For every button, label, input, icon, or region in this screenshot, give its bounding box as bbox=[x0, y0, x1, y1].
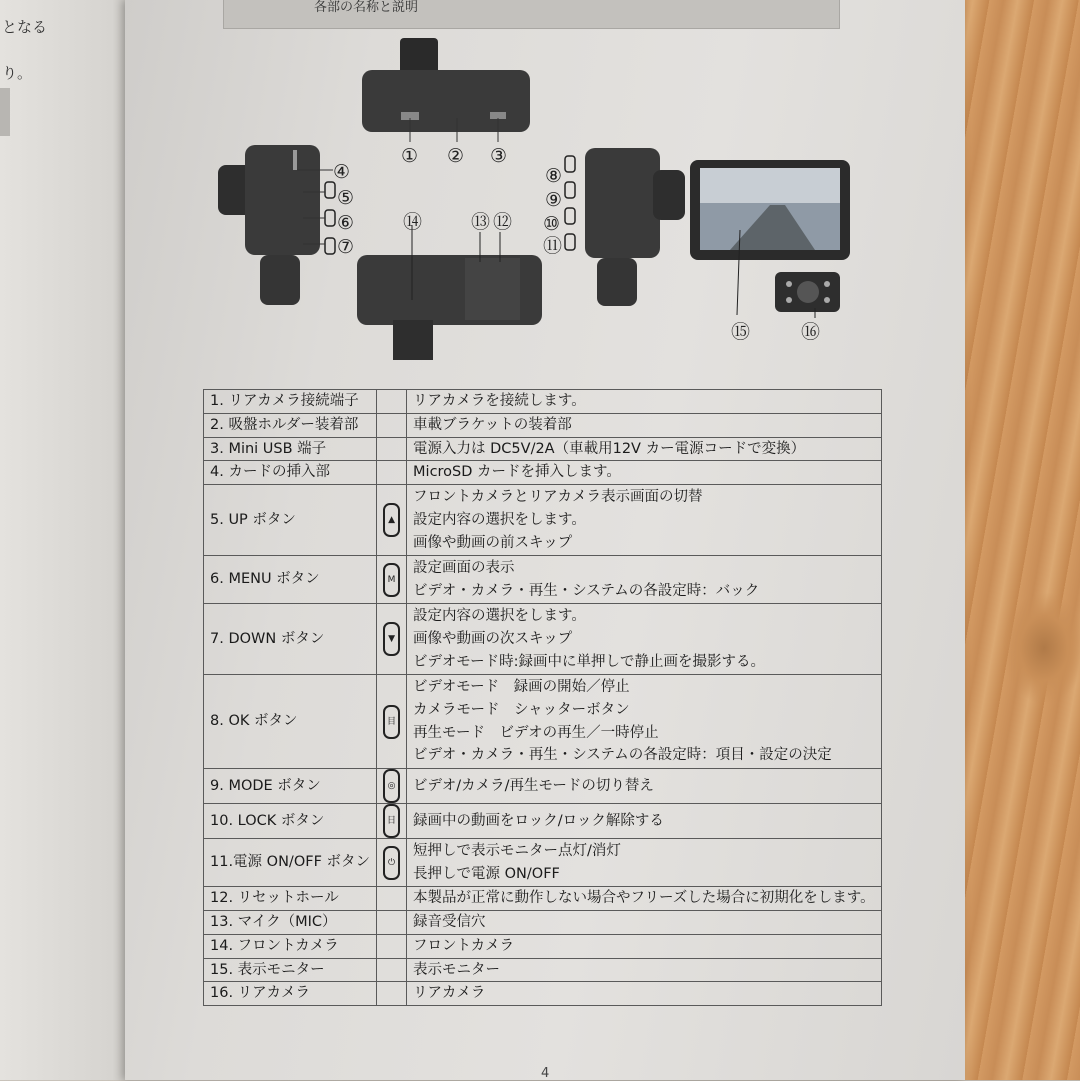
table-row bbox=[204, 461, 882, 485]
button-icon-cell bbox=[377, 958, 407, 982]
part-description bbox=[407, 556, 882, 604]
part-name: 12. リセットホール bbox=[204, 887, 377, 911]
table-row bbox=[204, 556, 882, 604]
table-row bbox=[204, 910, 882, 934]
table-row bbox=[204, 839, 882, 887]
part-name: 11.電源 ON/OFF ボタン bbox=[204, 839, 377, 887]
previous-page-fragment: となる bbox=[2, 18, 48, 36]
part-description bbox=[407, 437, 882, 461]
description-line: 表示モニター bbox=[413, 961, 501, 978]
camera-bottom-view bbox=[357, 225, 542, 360]
part-description bbox=[407, 675, 882, 769]
description-line: ビデオ・カメラ・再生・システムの各設定時：項目・設定の決定 bbox=[413, 747, 832, 764]
table-row bbox=[204, 604, 882, 675]
part-name: 16. リアカメラ bbox=[204, 982, 377, 1006]
part-description bbox=[407, 982, 882, 1006]
part-name: 6. MENU ボタン bbox=[204, 556, 377, 604]
description-line: 車載ブラケットの装着部 bbox=[413, 416, 572, 433]
description-line: 本製品が正常に動作しない場合やフリーズした場合に初期化をします。 bbox=[413, 890, 875, 907]
table-row bbox=[204, 675, 882, 769]
part-name: 13. マイク（MIC） bbox=[204, 910, 377, 934]
part-name: 14. フロントカメラ bbox=[204, 934, 377, 958]
down-button-icon: ▼ bbox=[383, 622, 400, 656]
table-row bbox=[204, 804, 882, 839]
button-icon-cell bbox=[377, 769, 407, 804]
part-description bbox=[407, 934, 882, 958]
description-line: 電源入力は DC5V/2A（車載用12V カー電源コードで変換） bbox=[413, 440, 806, 457]
callout-11: ⑪ bbox=[543, 235, 563, 257]
menu-button-icon: M bbox=[383, 563, 400, 597]
button-icon-cell bbox=[377, 437, 407, 461]
description-line: 設定画面の表示 bbox=[413, 559, 515, 576]
description-line: フロントカメラとリアカメラ表示画面の切替 bbox=[413, 488, 703, 505]
camera-illustrations bbox=[125, 0, 965, 360]
part-description bbox=[407, 604, 882, 675]
callout-10: ⑩ bbox=[543, 213, 561, 235]
button-icon-cell bbox=[377, 839, 407, 887]
camera-rear-screen-view bbox=[690, 160, 850, 318]
button-icon-cell bbox=[377, 934, 407, 958]
description-line: MicroSD カードを挿入します。 bbox=[413, 464, 621, 481]
description-line: リアカメラ bbox=[413, 985, 486, 1002]
description-line: 設定内容の選択をします。 bbox=[413, 607, 586, 624]
lock-button-icon: 日 bbox=[383, 804, 400, 838]
table-row bbox=[204, 887, 882, 911]
button-icon-cell bbox=[377, 556, 407, 604]
part-description bbox=[407, 958, 882, 982]
part-description bbox=[407, 413, 882, 437]
callout-14: ⑭ bbox=[403, 211, 423, 233]
description-line: 画像や動画の次スキップ bbox=[413, 630, 573, 647]
part-name: 7. DOWN ボタン bbox=[204, 604, 377, 675]
part-name: 10. LOCK ボタン bbox=[204, 804, 377, 839]
description-line: 短押しで表示モニター点灯/消灯 bbox=[413, 842, 621, 859]
description-line: リアカメラを接続します。 bbox=[413, 393, 586, 409]
callout-15: ⑮ bbox=[731, 321, 751, 343]
part-description bbox=[407, 839, 882, 887]
description-line: フロントカメラ bbox=[413, 937, 515, 954]
button-icon-cell bbox=[377, 390, 407, 414]
camera-right-side-view bbox=[565, 148, 685, 306]
callout-4: ④ bbox=[333, 161, 351, 183]
callout-1: ① bbox=[401, 145, 419, 167]
mode-button-icon: ◎ bbox=[383, 769, 400, 803]
part-description bbox=[407, 461, 882, 485]
callout-6: ⑥ bbox=[337, 212, 355, 234]
button-icon-cell bbox=[377, 982, 407, 1006]
button-icon-cell bbox=[377, 413, 407, 437]
description-line: 録画中の動画をロック/ロック解除する bbox=[413, 812, 664, 829]
previous-page-fragment: り。 bbox=[2, 64, 33, 82]
description-line: 設定内容の選択をします。 bbox=[413, 511, 586, 528]
table-row bbox=[204, 982, 882, 1006]
description-line: 画像や動画の前スキップ bbox=[413, 534, 573, 551]
previous-page-box bbox=[0, 88, 10, 136]
callout-16: ⑯ bbox=[801, 321, 821, 343]
previous-page bbox=[0, 0, 140, 1080]
section-header-text: 各部の名称と説明 bbox=[314, 0, 419, 15]
part-description bbox=[407, 910, 882, 934]
part-description bbox=[407, 390, 882, 414]
button-icon-cell bbox=[377, 910, 407, 934]
description-line: 再生モード ビデオの再生／一時停止 bbox=[413, 724, 659, 741]
callout-13: ⑬ bbox=[471, 211, 491, 233]
description-line: 録音受信穴 bbox=[413, 913, 486, 930]
callout-2: ② bbox=[447, 145, 465, 167]
manual-page bbox=[125, 0, 965, 1080]
callout-8: ⑧ bbox=[545, 165, 563, 187]
description-line: ビデオモード 録画の開始／停止 bbox=[413, 679, 630, 696]
description-line: カメラモード シャッターボタン bbox=[413, 701, 630, 718]
part-name: 4. カードの挿入部 bbox=[204, 461, 377, 485]
part-description bbox=[407, 769, 882, 804]
description-line: ビデオモード時:録画中に単押しで静止画を撮影する。 bbox=[413, 653, 766, 670]
table-row bbox=[204, 485, 882, 556]
parts-table bbox=[203, 389, 882, 1006]
part-name: 3. Mini USB 端子 bbox=[204, 437, 377, 461]
page-number: 4 bbox=[541, 1066, 550, 1081]
table-row bbox=[204, 934, 882, 958]
button-icon-cell bbox=[377, 604, 407, 675]
callout-12: ⑫ bbox=[493, 211, 513, 233]
camera-left-side-view bbox=[218, 145, 335, 305]
description-line: 長押しで電源 ON/OFF bbox=[413, 865, 560, 882]
part-description bbox=[407, 804, 882, 839]
table-row bbox=[204, 390, 882, 414]
part-description bbox=[407, 485, 882, 556]
part-name: 8. OK ボタン bbox=[204, 675, 377, 769]
callout-7: ⑦ bbox=[337, 236, 355, 258]
callout-5: ⑤ bbox=[337, 187, 355, 209]
part-name: 2. 吸盤ホルダー装着部 bbox=[204, 413, 377, 437]
up-button-icon: ▲ bbox=[383, 503, 400, 537]
part-name: 5. UP ボタン bbox=[204, 485, 377, 556]
button-icon-cell bbox=[377, 804, 407, 839]
part-name: 1. リアカメラ接続端子 bbox=[204, 390, 377, 414]
table-row bbox=[204, 413, 882, 437]
button-icon-cell bbox=[377, 485, 407, 556]
button-icon-cell bbox=[377, 461, 407, 485]
callout-9: ⑨ bbox=[545, 189, 563, 211]
camera-top-view bbox=[362, 38, 530, 142]
table-row bbox=[204, 958, 882, 982]
table-row bbox=[204, 437, 882, 461]
ok-button-icon: 目 bbox=[383, 705, 400, 739]
button-icon-cell bbox=[377, 887, 407, 911]
part-description bbox=[407, 887, 882, 911]
power-button-icon: ⏻ bbox=[383, 846, 400, 880]
table-row bbox=[204, 769, 882, 804]
part-name: 15. 表示モニター bbox=[204, 958, 377, 982]
part-name: 9. MODE ボタン bbox=[204, 769, 377, 804]
description-line: ビデオ・カメラ・再生・システムの各設定時：バック bbox=[413, 582, 760, 599]
button-icon-cell bbox=[377, 675, 407, 769]
description-line: ビデオ/カメラ/再生モードの切り替え bbox=[413, 777, 654, 794]
callout-3: ③ bbox=[490, 145, 508, 167]
